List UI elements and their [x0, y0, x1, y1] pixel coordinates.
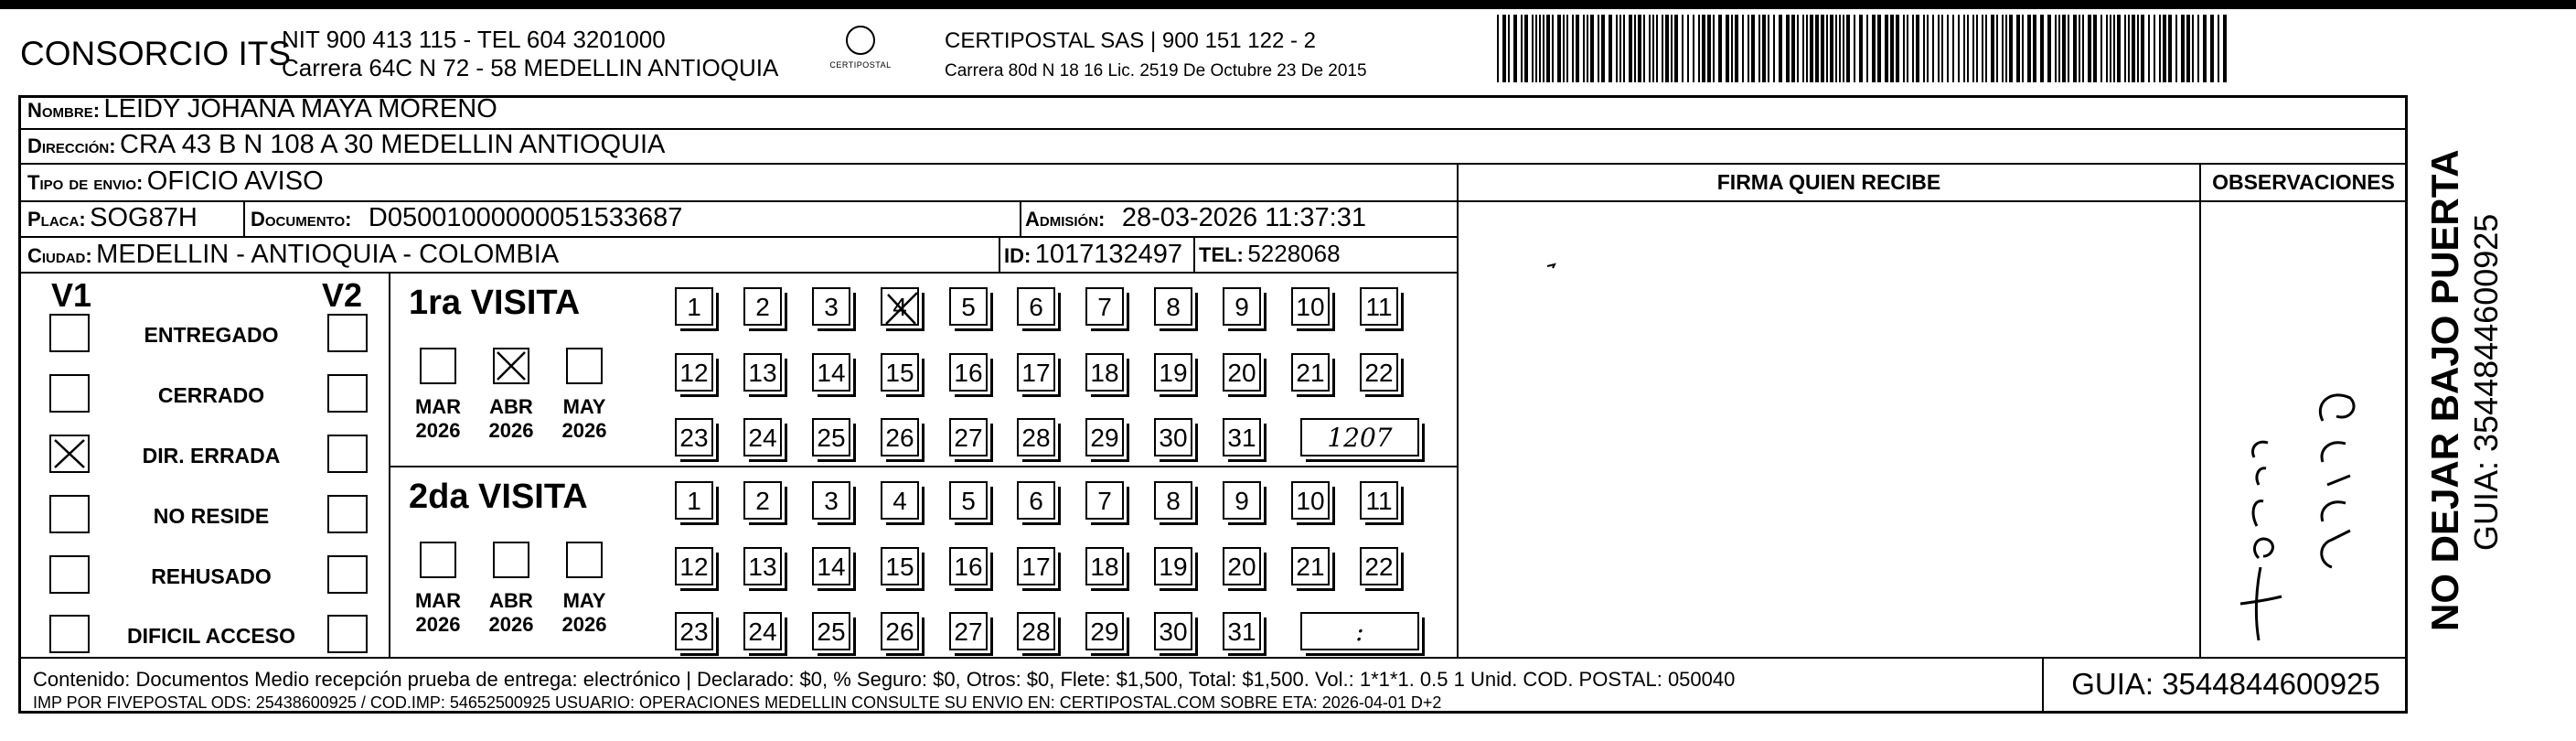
v2-checkbox[interactable] — [327, 374, 368, 413]
certipostal-logo — [828, 26, 893, 82]
day-box[interactable] — [1085, 353, 1124, 392]
day-box[interactable] — [812, 287, 850, 326]
day-box[interactable] — [881, 612, 919, 650]
day-box[interactable] — [1223, 547, 1261, 585]
day-box[interactable] — [812, 547, 850, 585]
day-box[interactable] — [1154, 547, 1192, 585]
day-number: 22 — [1364, 359, 1394, 387]
top-border — [0, 0, 2576, 9]
month-name: ABR — [489, 589, 533, 612]
documento-label: Documento: — [251, 208, 352, 231]
day-number: 20 — [1227, 553, 1256, 581]
month-year: 2026 — [488, 419, 534, 442]
day-number: 15 — [885, 359, 914, 387]
day-number: 30 — [1159, 424, 1188, 452]
day-number: 17 — [1021, 553, 1051, 581]
day-box[interactable] — [1360, 481, 1398, 520]
day-box[interactable] — [1360, 547, 1398, 585]
day-box[interactable] — [949, 481, 988, 520]
day-box[interactable] — [949, 547, 988, 585]
day-number: 10 — [1296, 293, 1325, 321]
time-value: 1207 — [1327, 423, 1393, 453]
nit-line: NIT 900 413 115 - TEL 604 3201000 — [282, 26, 666, 53]
day-number: 17 — [1021, 359, 1051, 387]
day-box[interactable] — [949, 418, 988, 456]
divider — [243, 200, 245, 237]
day-number: 14 — [817, 359, 846, 387]
day-box[interactable] — [675, 353, 713, 392]
v1-checkbox[interactable] — [49, 495, 90, 533]
status-label: DIFICIL ACCESO — [126, 624, 295, 648]
day-box[interactable] — [743, 287, 782, 326]
visit-title: 1ra VISITA — [409, 284, 581, 322]
day-number: 14 — [817, 553, 846, 581]
day-number: 24 — [748, 618, 777, 646]
v2-checkbox[interactable] — [327, 435, 368, 473]
month-name: MAY — [562, 395, 606, 418]
day-number: 10 — [1296, 487, 1325, 515]
day-number: 26 — [885, 618, 914, 646]
day-box[interactable] — [881, 481, 919, 520]
month-year: 2026 — [415, 613, 461, 636]
logo-text: CERTIPOSTAL — [829, 60, 892, 70]
time-box[interactable] — [1300, 418, 1419, 456]
day-number: 13 — [748, 359, 777, 387]
observaciones-header: OBSERVACIONES — [2212, 170, 2395, 194]
day-number: 23 — [679, 424, 709, 452]
placa-label: Placa: — [27, 208, 86, 231]
day-box[interactable] — [1154, 287, 1192, 326]
guia-number: GUIA: 3544844600925 — [2042, 658, 2408, 711]
day-number: 4 — [893, 487, 907, 515]
divider — [18, 163, 2408, 165]
day-box[interactable] — [1223, 353, 1261, 392]
divider — [2199, 163, 2201, 658]
day-number: 18 — [1090, 359, 1119, 387]
day-number: 16 — [954, 359, 983, 387]
month-year: 2026 — [488, 613, 534, 636]
direccion-row — [27, 130, 665, 160]
day-number: 25 — [817, 618, 846, 646]
tipo-row — [27, 166, 324, 197]
tipo-label: Tipo de envio: — [27, 171, 144, 194]
month-label — [411, 589, 465, 637]
month-name: ABR — [489, 395, 533, 418]
day-box[interactable] — [743, 547, 782, 585]
day-number: 3 — [824, 487, 839, 515]
month-checkbox[interactable] — [493, 542, 529, 578]
day-box[interactable] — [743, 481, 782, 520]
day-number: 7 — [1097, 293, 1112, 321]
day-number: 8 — [1166, 487, 1181, 515]
direccion-label: Dirección: — [27, 134, 116, 157]
handwritten-observation — [2231, 348, 2387, 650]
day-box[interactable] — [675, 287, 713, 326]
x-mark-icon — [495, 349, 528, 382]
day-number: 11 — [1365, 293, 1393, 321]
month-label — [411, 395, 465, 443]
day-box[interactable] — [1085, 481, 1124, 520]
day-number: 7 — [1097, 487, 1112, 515]
ciudad-value: MEDELLIN - ANTIOQUIA - COLOMBIA — [96, 240, 560, 269]
day-box[interactable] — [1291, 353, 1330, 392]
ciudad-row — [27, 240, 559, 270]
day-number: 12 — [679, 359, 709, 387]
month-label — [484, 395, 539, 443]
x-mark-icon — [882, 289, 921, 328]
day-box[interactable] — [1017, 353, 1055, 392]
day-box[interactable] — [949, 287, 988, 326]
v2-header: V2 — [322, 276, 363, 314]
day-number: 12 — [679, 553, 709, 581]
day-box[interactable] — [1154, 418, 1192, 456]
day-box[interactable] — [1154, 353, 1192, 392]
day-box[interactable] — [1360, 287, 1398, 326]
tipo-value: OFICIO AVISO — [146, 166, 324, 196]
visit-title: 2da VISITA — [409, 478, 588, 516]
divider — [18, 236, 1457, 238]
day-number: 6 — [1029, 293, 1043, 321]
logo-icon — [846, 26, 875, 55]
day-box[interactable] — [1223, 612, 1261, 650]
day-box[interactable] — [881, 353, 919, 392]
day-box[interactable] — [1223, 418, 1261, 456]
day-box[interactable] — [1017, 547, 1055, 585]
day-box[interactable] — [1017, 418, 1055, 456]
time-value: : — [1355, 617, 1364, 647]
v1-checkbox[interactable] — [49, 435, 90, 473]
day-box[interactable] — [812, 612, 850, 650]
day-box[interactable] — [743, 612, 782, 650]
day-box[interactable] — [812, 418, 850, 456]
day-number: 24 — [748, 424, 777, 452]
firma-header: FIRMA QUIEN RECIBE — [1716, 170, 1941, 194]
nombre-value: LEIDY JOHANA MAYA MORENO — [103, 94, 497, 124]
no-dejar-warning: NO DEJAR BAJO PUERTA — [2423, 149, 2466, 631]
day-number: 9 — [1235, 293, 1249, 321]
admision-row — [1025, 203, 1366, 233]
day-box[interactable] — [675, 547, 713, 585]
month-name: MAY — [562, 589, 606, 612]
day-number: 25 — [817, 424, 846, 452]
day-number: 9 — [1235, 487, 1249, 515]
day-number: 31 — [1227, 424, 1256, 452]
day-number: 19 — [1159, 553, 1188, 581]
day-number: 30 — [1159, 618, 1188, 646]
day-box[interactable] — [1223, 287, 1261, 326]
day-box[interactable] — [881, 547, 919, 585]
v1-checkbox[interactable] — [49, 314, 90, 352]
day-number: 1 — [687, 293, 701, 321]
divider — [18, 200, 2408, 202]
divider — [389, 272, 390, 658]
month-name: MAR — [414, 589, 462, 612]
day-box[interactable] — [1154, 481, 1192, 520]
barcode — [1497, 15, 2229, 82]
day-number: 18 — [1090, 553, 1119, 581]
status-label: NO RESIDE — [153, 504, 270, 528]
divider — [2406, 95, 2408, 714]
ciudad-label: Ciudad: — [27, 244, 92, 267]
day-number: 28 — [1021, 618, 1051, 646]
day-number: 21 — [1296, 359, 1325, 387]
tel-row — [1199, 240, 1341, 268]
divider — [18, 272, 1457, 274]
placa-value: SOG87H — [90, 203, 198, 232]
day-number: 11 — [1365, 487, 1393, 515]
status-label: CERRADO — [157, 383, 265, 407]
day-box[interactable] — [675, 481, 713, 520]
v2-checkbox[interactable] — [327, 615, 368, 653]
day-box[interactable] — [1085, 612, 1124, 650]
day-number: 20 — [1227, 359, 1256, 387]
day-box[interactable] — [675, 612, 713, 650]
day-box[interactable] — [1017, 481, 1055, 520]
x-mark-icon — [51, 436, 88, 471]
month-label — [557, 589, 612, 637]
day-number: 19 — [1159, 359, 1188, 387]
day-number: 13 — [748, 553, 777, 581]
status-label: DIR. ERRADA — [142, 444, 281, 467]
day-box[interactable] — [881, 418, 919, 456]
day-number: 5 — [961, 293, 976, 321]
month-checkbox[interactable] — [420, 542, 456, 578]
nombre-row — [27, 94, 497, 124]
day-box[interactable] — [1291, 547, 1330, 585]
stray-mark — [1545, 261, 1558, 270]
day-box[interactable] — [949, 612, 988, 650]
footer-print-info: IMP POR FIVEPOSTAL ODS: 25438600925 / COD.IMP: 54652500925 USUARIO: OPERACIONES MEDELLIN CONSULTE SU ENVIO EN: CERTIPOSTAL.COM SOBRE ETA: 2026-04-01 D+2 — [33, 693, 1442, 712]
day-number: 1 — [687, 487, 701, 515]
day-number: 21 — [1296, 553, 1325, 581]
day-number: 2 — [755, 293, 770, 321]
month-checkbox[interactable] — [566, 542, 603, 578]
day-number: 27 — [954, 424, 983, 452]
address-line: Carrera 64C N 72 - 58 MEDELLIN ANTIOQUIA — [282, 54, 779, 81]
month-label — [557, 395, 612, 443]
carrier-license: Carrera 80d N 18 16 Lic. 2519 De Octubre 23 De 2015 — [945, 61, 1367, 81]
nombre-label: Nombre: — [27, 99, 101, 122]
day-box[interactable] — [881, 287, 919, 326]
divider — [389, 466, 1457, 467]
company-info — [282, 26, 778, 82]
day-box[interactable] — [1085, 547, 1124, 585]
admision-label: Admisión: — [1025, 208, 1106, 231]
day-box[interactable] — [743, 418, 782, 456]
carrier-info — [945, 26, 1367, 86]
day-number: 5 — [961, 487, 976, 515]
day-number: 2 — [755, 487, 770, 515]
time-box[interactable] — [1300, 612, 1419, 650]
status-label: ENTREGADO — [144, 323, 279, 347]
month-label — [484, 589, 539, 637]
placa-row — [27, 203, 198, 233]
month-year: 2026 — [415, 419, 461, 442]
v1-checkbox[interactable] — [49, 555, 90, 594]
day-number: 6 — [1029, 487, 1043, 515]
day-box[interactable] — [812, 353, 850, 392]
footer-content: Contenido: Documentos Medio recepción prueba de entrega: electrónico | Declarado: $0, % Seguro: $0, Otros: $0, Flete: $1,500, Total: $1,500. Vol.: 1*1*1. 0.5 1 Unid. COD. POSTAL: 050040 — [33, 668, 1736, 691]
divider — [1457, 163, 1459, 658]
day-number: 23 — [679, 618, 709, 646]
day-number: 29 — [1090, 424, 1119, 452]
month-checkbox[interactable] — [420, 348, 456, 384]
month-checkbox[interactable] — [566, 348, 603, 384]
day-number: 4 — [893, 293, 907, 321]
v1-header: V1 — [51, 276, 92, 314]
day-number: 27 — [954, 618, 983, 646]
day-box[interactable] — [1085, 287, 1124, 326]
documento-value: D05001000000051533687 — [368, 203, 683, 232]
v2-checkbox[interactable] — [327, 314, 368, 352]
divider — [1020, 200, 1021, 237]
v2-checkbox[interactable] — [327, 555, 368, 594]
divider — [999, 236, 1000, 273]
month-name: MAR — [414, 395, 462, 418]
day-box[interactable] — [1017, 612, 1055, 650]
v1-checkbox[interactable] — [49, 615, 90, 653]
divider — [1193, 236, 1195, 273]
day-box[interactable] — [1291, 287, 1330, 326]
direccion-value: CRA 43 B N 108 A 30 MEDELLIN ANTIOQUIA — [120, 130, 666, 159]
day-number: 22 — [1364, 553, 1394, 581]
tel-value: 5228068 — [1247, 240, 1341, 267]
day-box[interactable] — [1017, 287, 1055, 326]
id-row — [1004, 240, 1182, 270]
day-box[interactable] — [949, 353, 988, 392]
day-box[interactable] — [1154, 612, 1192, 650]
day-box[interactable] — [743, 353, 782, 392]
v1-checkbox[interactable] — [49, 374, 90, 413]
documento-row — [251, 203, 682, 233]
day-number: 8 — [1166, 293, 1181, 321]
day-number: 28 — [1021, 424, 1051, 452]
company-name: CONSORCIO ITS — [20, 35, 292, 72]
day-box[interactable] — [1085, 418, 1124, 456]
admision-value: 28-03-2026 11:37:31 — [1121, 203, 1366, 232]
carrier-line: CERTIPOSTAL SAS | 900 151 122 - 2 — [945, 28, 1316, 53]
month-year: 2026 — [561, 613, 607, 636]
day-box[interactable] — [675, 418, 713, 456]
tel-label: TEL: — [1199, 243, 1244, 266]
side-guia: GUIA: 3544844600925 — [2467, 213, 2505, 551]
status-label: REHUSADO — [151, 564, 272, 588]
day-number: 15 — [885, 553, 914, 581]
month-checkbox[interactable] — [493, 348, 529, 384]
day-number: 3 — [824, 293, 839, 321]
day-number: 31 — [1227, 618, 1256, 646]
month-year: 2026 — [561, 419, 607, 442]
id-label: ID: — [1004, 244, 1031, 267]
day-box[interactable] — [812, 481, 850, 520]
day-number: 16 — [954, 553, 983, 581]
day-box[interactable] — [1223, 481, 1261, 520]
day-number: 29 — [1090, 618, 1119, 646]
day-box[interactable] — [1360, 353, 1398, 392]
day-number: 26 — [885, 424, 914, 452]
day-box[interactable] — [1291, 481, 1330, 520]
v2-checkbox[interactable] — [327, 495, 368, 533]
id-value: 1017132497 — [1034, 240, 1183, 269]
